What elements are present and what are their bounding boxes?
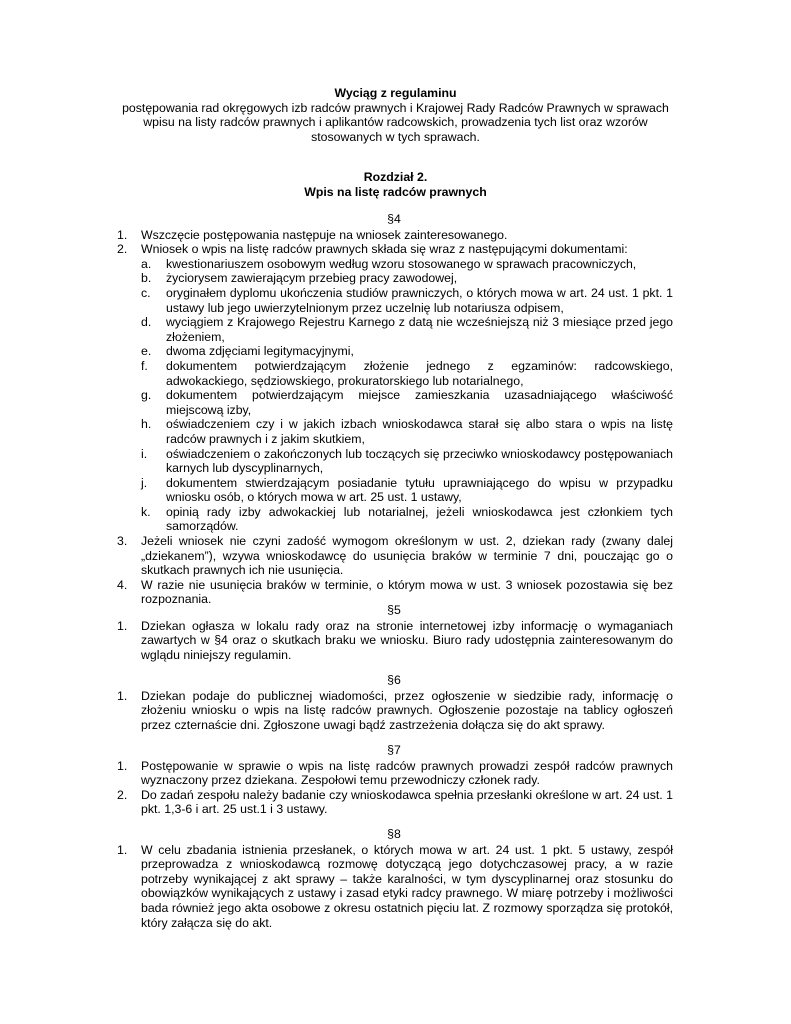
- list-item: [115, 788, 673, 817]
- sub-item-text: życiorysem zawierającym przebieg pracy zawodowej,: [166, 271, 458, 286]
- item-text: Wszczęcie postępowania następuje na wniosek zainteresowanego.: [141, 227, 508, 242]
- sub-item-letter: b.: [141, 271, 152, 286]
- sub-list-item: [141, 447, 673, 476]
- item-number: 1.: [117, 688, 128, 703]
- sub-list-item: [141, 505, 673, 534]
- item-number: 4.: [117, 577, 128, 592]
- sub-item-letter: k.: [141, 504, 151, 519]
- sub-item-letter: i.: [141, 446, 148, 461]
- sub-item-letter: e.: [141, 344, 152, 359]
- sub-item-text: dokumentem stwierdzającym posiadanie tytułu uprawniającego do wpisu w przypadku wniosku osób, o których mowa w art. 25 ust. 1 ustawy,: [166, 475, 673, 505]
- section-heading: §5: [387, 603, 401, 617]
- sub-list-item: [141, 476, 673, 505]
- chapter-number: Rozdział 2.: [363, 170, 428, 184]
- item-number: 2.: [117, 242, 128, 257]
- list-item: [115, 689, 673, 733]
- list-item: [115, 619, 673, 663]
- item-text: Wniosek o wpis na listę radców prawnych składa się wraz z następującymi dokumentami:: [141, 242, 628, 257]
- section-heading: §4: [387, 212, 401, 226]
- sub-list-item: [141, 315, 673, 344]
- chapter-heading: [110, 170, 681, 199]
- item-number: 2.: [117, 787, 128, 802]
- document-header: [110, 86, 681, 144]
- sub-list-item: [141, 344, 673, 359]
- sub-item-text: oryginałem dyplomu ukończenia studiów prawniczych, o których mowa w art. 24 ust. 1 pkt. 1 ustawy lub jego uwierzytelnionym przez uczelnię lub notariusza odpisem,: [166, 285, 673, 315]
- section-4: [115, 212, 673, 607]
- item-text: Dziekan podaje do publicznej wiadomości, przez ogłoszenie w siedzibie rady, informację o złożeniu wniosku o wpis na listę radców prawnych. Ogłoszenie pozostaje na tablicy ogłoszeń przez czternaście dni. Zgłoszone uwagi bądź zastrzeżenia dołącza się do akt sprawy.: [141, 688, 673, 732]
- sub-item-text: oświadczeniem o zakończonych lub toczących się przeciwko wnioskodawcy postępowaniach karnych lub dyscyplinarnych,: [166, 446, 673, 476]
- item-text: Do zadań zespołu należy badanie czy wnioskodawca spełnia przesłanki określone w art. 24 ust. 1 pkt. 1,3-6 i art. 25 ust.1 i 3 ustawy.: [141, 787, 673, 817]
- sub-list-item: [141, 271, 673, 286]
- sub-item-letter: j.: [141, 475, 148, 490]
- sub-item-text: dokumentem potwierdzającym złożenie jednego z egzaminów: radcowskiego, adwokackiego, sędziowskiego, prokuratorskiego lub notarialnego,: [166, 358, 673, 388]
- sub-item-text: kwestionariuszem osobowym według wzoru stosowanego w sprawach pracowniczych,: [166, 256, 637, 271]
- section-items: [115, 689, 673, 733]
- section-6: [115, 673, 673, 732]
- sub-item-letter: a.: [141, 256, 152, 271]
- list-item: [115, 534, 673, 578]
- item-text: W celu zbadania istnienia przesłanek, o których mowa w art. 24 ust. 1 pkt. 5 ustawy, zespół przeprowadza z wnioskodawcą rozmowę dotyczącą jego dotychczasowej pracy, a w razie potrzeby wynikającej z akt sprawy – także karalności, w tym dyscyplinarnej oraz stosunku do obowiązków wynikających z ustawy i zasad etyki radcy prawnego. W miarę potrzeby i możliwości bada również jego akta osobowe z okresu ostatnich pięciu lat. Z rozmowy sporządza się protokół, który załącza się do akt.: [141, 842, 673, 930]
- item-number: 1.: [117, 758, 128, 773]
- section-items: [115, 619, 673, 663]
- sub-item-letter: c.: [141, 285, 151, 300]
- list-item: [115, 242, 673, 534]
- item-text: W razie nie usunięcia braków w terminie, o którym mowa w ust. 3 wniosek pozostawia się bez rozpoznania.: [141, 577, 673, 607]
- sub-item-text: dokumentem potwierdzającym miejsce zamieszkania uzasadniającego właściwość miejscową izby,: [166, 388, 673, 417]
- sub-list-item: [141, 388, 673, 417]
- item-number: 3.: [117, 534, 128, 549]
- document-subtitle: postępowania rad okręgowych izb radców prawnych i Krajowej Rady Radców Prawnych w sprawach wpisu na listy radców prawnych i aplikantów radcowskich, prowadzenia tych list oraz wzorów stosowanych w tych sprawach.: [122, 100, 669, 144]
- item-number: 1.: [117, 842, 128, 857]
- item-text: Postępowanie w sprawie o wpis na listę radców prawnych prowadzi zespół radców prawnych wyznaczony przez dziekana. Zespołowi temu przewodniczy członek rady.: [141, 758, 673, 788]
- section-heading: §7: [387, 743, 401, 757]
- list-item: [115, 759, 673, 788]
- sub-item-text: opinią rady izby adwokackiej lub notarialnej, jeżeli wnioskodawca jest członkiem tych samorządów.: [166, 504, 673, 534]
- sub-list-item: [141, 286, 673, 315]
- sub-item-letter: d.: [141, 315, 152, 330]
- sub-item-letter: h.: [141, 417, 152, 432]
- section-8: [115, 827, 673, 930]
- chapter-title: Wpis na listę radców prawnych: [304, 184, 487, 199]
- sub-item-text: dwoma zdjęciami legitymacyjnymi,: [166, 344, 354, 359]
- document-title: Wyciąg z regulaminu: [334, 86, 457, 100]
- sub-list-item: [141, 257, 673, 272]
- section-heading: §8: [387, 827, 401, 841]
- sub-item-text: oświadczeniem czy i w jakich izbach wnioskodawca starał się albo stara o wpis na listę radców prawnych i z jakim skutkiem,: [166, 417, 673, 446]
- item-text: Jeżeli wniosek nie czyni zadość wymogom określonym w ust. 2, dziekan rady (zwany dalej „dziekanem”), wzywa wnioskodawcę do usunięcia braków w terminie 7 dni, pouczając go o skutkach prawnych ich nie usunięcia.: [141, 534, 673, 578]
- sub-item-letter: f.: [141, 358, 148, 373]
- sub-list-item: [141, 417, 673, 446]
- item-number: 1.: [117, 227, 128, 242]
- list-item: [115, 843, 673, 931]
- section-items: [115, 843, 673, 931]
- item-text: Dziekan ogłasza w lokalu rady oraz na stronie internetowej izby informację o wymaganiach zawartych w §4 oraz o skutkach braku we wniosku. Biuro rady udostępnia zainteresowanym do wglądu niniejszy regulamin.: [141, 618, 673, 662]
- section-items: [115, 228, 673, 607]
- sub-list-item: [141, 359, 673, 388]
- sub-item-text: wyciągiem z Krajowego Rejestru Karnego z datą nie wcześniejszą niż 3 miesiące przed jego złożeniem,: [166, 315, 673, 344]
- list-item: [115, 228, 673, 243]
- section-items: [115, 759, 673, 817]
- section-heading: §6: [387, 673, 401, 687]
- section-7: [115, 743, 673, 817]
- item-number: 1.: [117, 618, 128, 633]
- sub-list: [141, 257, 673, 534]
- section-5: [115, 603, 673, 662]
- sub-item-letter: g.: [141, 388, 152, 403]
